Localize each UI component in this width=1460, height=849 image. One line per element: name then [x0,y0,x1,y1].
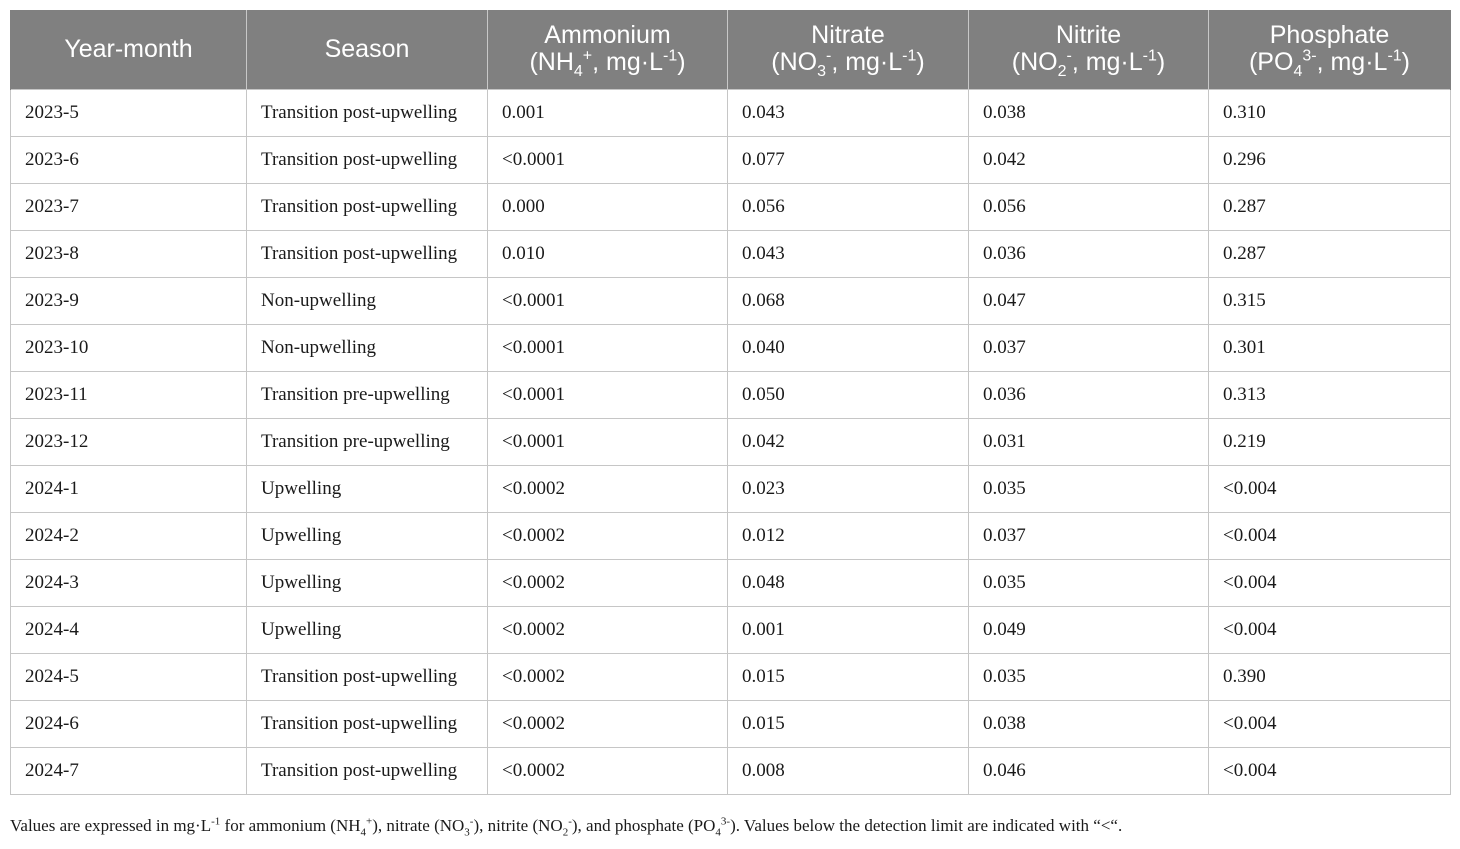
cell-nitrite: 0.038 [969,89,1209,136]
cell-phosphate: 0.219 [1209,418,1451,465]
cell-ammonium: <0.0002 [488,559,728,606]
header-ammonium: Ammonium ($NH_4^+$, $mg\cdot L^{-1}$) [488,10,728,89]
cell-nitrite: 0.038 [969,700,1209,747]
cell-year-month: 2023-6 [11,136,247,183]
cell-season: Transition post-upwelling [247,136,488,183]
cell-ammonium: <0.0002 [488,606,728,653]
cell-year-month: 2024-5 [11,653,247,700]
cell-ammonium: 0.000 [488,183,728,230]
cell-season: Transition post-upwelling [247,230,488,277]
header-year-month: Year-month [11,10,247,89]
table-row [11,747,1451,794]
cell-nitrite: 0.036 [969,230,1209,277]
cell-nitrate: 0.042 [728,418,969,465]
cell-nitrite: 0.037 [969,512,1209,559]
cell-nitrate: 0.012 [728,512,969,559]
cell-nitrate: 0.015 [728,700,969,747]
cell-nitrite: 0.035 [969,653,1209,700]
cell-season: Upwelling [247,606,488,653]
cell-ammonium: <0.0001 [488,418,728,465]
cell-phosphate: 0.310 [1209,89,1451,136]
header-phosphate: Phosphate ($PO_4^{3-}$, $mg\cdot L^{-1}$) [1209,10,1451,89]
cell-phosphate: <0.004 [1209,700,1451,747]
table-row [11,324,1451,371]
cell-nitrate: 0.001 [728,606,969,653]
cell-year-month: 2023-12 [11,418,247,465]
cell-year-month: 2024-3 [11,559,247,606]
cell-year-month: 2024-1 [11,465,247,512]
cell-year-month: 2024-4 [11,606,247,653]
cell-year-month: 2023-8 [11,230,247,277]
cell-nitrite: 0.046 [969,747,1209,794]
cell-ammonium: <0.0001 [488,277,728,324]
table-row [11,653,1451,700]
table-body [11,89,1451,794]
cell-season: Transition pre-upwelling [247,418,488,465]
table-row [11,371,1451,418]
cell-phosphate: 0.315 [1209,277,1451,324]
cell-phosphate: <0.004 [1209,747,1451,794]
cell-ammonium: <0.0002 [488,747,728,794]
cell-ammonium: 0.010 [488,230,728,277]
table-row [11,700,1451,747]
table-row [11,136,1451,183]
cell-nitrite: 0.035 [969,465,1209,512]
table-footnote: Values are expressed in $mg\cdot L^{-1}$ for ammonium $(NH_4^+)$, nitrate $(NO_3^-)$, nitrite $(NO_2^-)$, and phosphate $(PO_4^{3-})$. Values below the detection limit are indicated with “<“. [10,815,1123,839]
cell-nitrite: 0.049 [969,606,1209,653]
cell-year-month: 2023-9 [11,277,247,324]
table-row [11,230,1451,277]
table-row [11,512,1451,559]
cell-phosphate: 0.390 [1209,653,1451,700]
cell-ammonium: <0.0001 [488,371,728,418]
table-row [11,465,1451,512]
cell-phosphate: <0.004 [1209,465,1451,512]
cell-nitrite: 0.036 [969,371,1209,418]
cell-nitrate: 0.043 [728,89,969,136]
cell-season: Non-upwelling [247,324,488,371]
header-nitrite: Nitrite ($NO_2^-$, $mg\cdot L^{-1}$) [969,10,1209,89]
table-row [11,277,1451,324]
cell-ammonium: <0.0002 [488,653,728,700]
cell-ammonium: <0.0001 [488,324,728,371]
cell-nitrate: 0.023 [728,465,969,512]
table-header [11,10,1451,89]
cell-ammonium: <0.0002 [488,465,728,512]
table-row [11,606,1451,653]
cell-nitrate: 0.040 [728,324,969,371]
cell-phosphate: 0.301 [1209,324,1451,371]
cell-nitrate: 0.043 [728,230,969,277]
cell-ammonium: <0.0001 [488,136,728,183]
cell-nitrite: 0.047 [969,277,1209,324]
cell-season: Non-upwelling [247,277,488,324]
cell-ammonium: 0.001 [488,89,728,136]
cell-year-month: 2024-7 [11,747,247,794]
cell-phosphate: 0.287 [1209,183,1451,230]
cell-nitrate: 0.068 [728,277,969,324]
cell-year-month: 2024-6 [11,700,247,747]
cell-season: Transition post-upwelling [247,183,488,230]
cell-phosphate: <0.004 [1209,512,1451,559]
cell-nitrate: 0.077 [728,136,969,183]
cell-year-month: 2023-11 [11,371,247,418]
cell-nitrite: 0.056 [969,183,1209,230]
table-row [11,559,1451,606]
nutrient-table-container [10,10,1450,795]
cell-phosphate: 0.296 [1209,136,1451,183]
cell-phosphate: <0.004 [1209,559,1451,606]
cell-season: Transition post-upwelling [247,653,488,700]
table-row [11,89,1451,136]
cell-year-month: 2023-5 [11,89,247,136]
header-row [11,10,1451,89]
cell-ammonium: <0.0002 [488,512,728,559]
cell-year-month: 2023-7 [11,183,247,230]
cell-nitrite: 0.031 [969,418,1209,465]
cell-nitrate: 0.056 [728,183,969,230]
cell-nitrite: 0.042 [969,136,1209,183]
cell-nitrate: 0.008 [728,747,969,794]
cell-nitrate: 0.050 [728,371,969,418]
cell-season: Transition post-upwelling [247,89,488,136]
cell-year-month: 2024-2 [11,512,247,559]
cell-season: Upwelling [247,465,488,512]
cell-season: Transition post-upwelling [247,700,488,747]
cell-season: Upwelling [247,512,488,559]
cell-year-month: 2023-10 [11,324,247,371]
header-nitrate: Nitrate ($NO_3^-$, $mg\cdot L^{-1}$) [728,10,969,89]
cell-nitrite: 0.037 [969,324,1209,371]
cell-phosphate: 0.313 [1209,371,1451,418]
header-season: Season [247,10,488,89]
cell-phosphate: 0.287 [1209,230,1451,277]
cell-season: Upwelling [247,559,488,606]
table-row [11,183,1451,230]
cell-nitrate: 0.015 [728,653,969,700]
cell-nitrite: 0.035 [969,559,1209,606]
cell-phosphate: <0.004 [1209,606,1451,653]
table-row [11,418,1451,465]
cell-nitrate: 0.048 [728,559,969,606]
cell-ammonium: <0.0002 [488,700,728,747]
cell-season: Transition post-upwelling [247,747,488,794]
cell-season: Transition pre-upwelling [247,371,488,418]
nutrient-table [10,10,1451,795]
